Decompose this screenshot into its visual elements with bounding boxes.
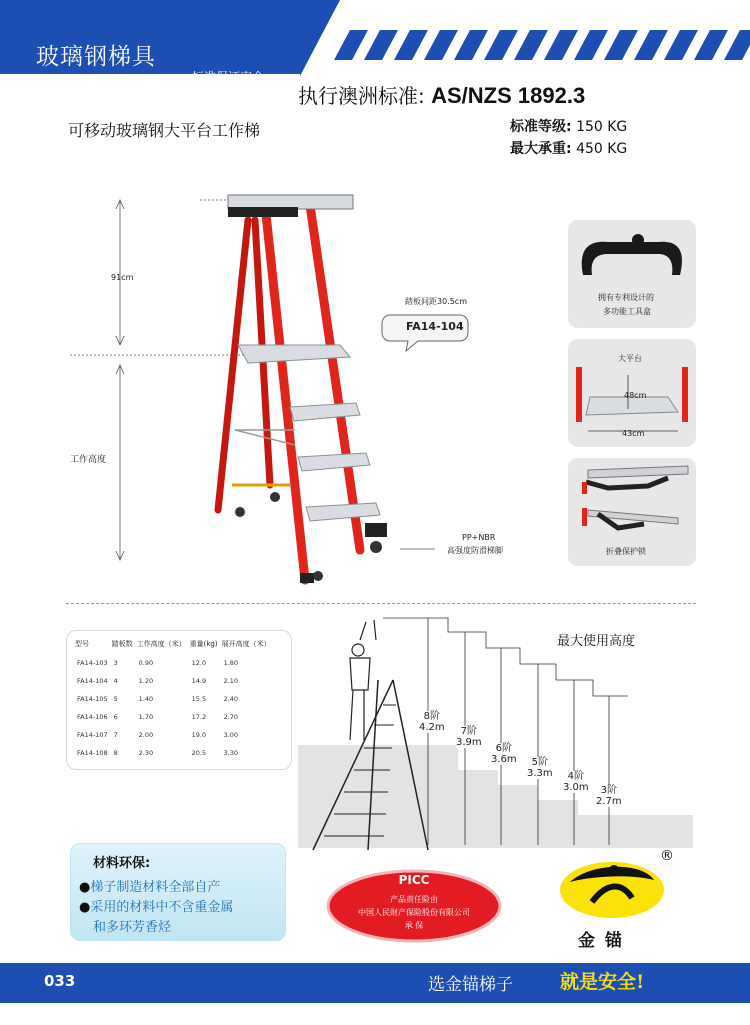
cell-model: FA14-107 xyxy=(77,731,108,739)
cell-work-height: 2.30 xyxy=(138,749,154,757)
max-load-value: 450 KG xyxy=(576,141,628,157)
product-name: 可移动玻璃钢大平台工作梯 xyxy=(68,121,261,140)
standard-code: AS/NZS 1892.3 xyxy=(431,83,586,108)
brand-name: 金 锚 xyxy=(578,931,624,951)
cell-open-height: 3.30 xyxy=(223,749,239,757)
max-load-label: 最大承重: xyxy=(510,141,572,157)
steps xyxy=(238,345,380,521)
cell-work-height: 0.90 xyxy=(138,659,154,667)
standard-prefix: 执行澳洲标准: xyxy=(298,84,425,108)
spec-max-load xyxy=(510,138,627,158)
dimension-lines xyxy=(70,200,435,560)
cell-weight: 12.0 xyxy=(191,659,207,667)
cell-work-height: 1.40 xyxy=(138,695,154,703)
cell-work-height: 1.20 xyxy=(138,677,154,685)
height-illustration xyxy=(298,610,698,855)
ladder-diagram xyxy=(60,185,480,595)
feet-desc: 高强度防滑梯脚 xyxy=(447,546,503,555)
person-figure xyxy=(350,620,376,740)
col-work-height: 工作高度（米） xyxy=(136,640,186,648)
bullet-icon: ● xyxy=(79,880,91,895)
eco-line-1: ●梯子制造材料全部自产 xyxy=(79,880,221,895)
work-height-label: 工作高度 xyxy=(70,455,107,465)
table-row xyxy=(73,659,273,677)
spec-table xyxy=(66,630,292,770)
tool-tray-line1: 拥有专利设计的 xyxy=(598,293,654,302)
page-number: 033 xyxy=(44,972,76,990)
platform-width: 43cm xyxy=(622,429,645,438)
step-spacing-label: 踏板间距30.5cm xyxy=(405,297,468,306)
picc-brand: PICC xyxy=(398,873,430,887)
spec-table-grid xyxy=(73,639,273,767)
cell-open-height: 1.80 xyxy=(223,659,239,667)
col-open-height: 展开高度（米） xyxy=(221,640,271,648)
fold-lock-label: 折叠保护锁 xyxy=(606,547,646,556)
rating-value: 150 KG xyxy=(576,119,628,135)
table-header-row xyxy=(73,639,273,659)
header-subtitle: 标准保证安全 xyxy=(192,70,265,84)
cell-steps: 4 xyxy=(113,677,118,685)
detail-tool-tray xyxy=(568,220,696,328)
standard-line xyxy=(298,80,585,109)
bullet-icon: ● xyxy=(79,900,91,915)
cell-open-height: 2.10 xyxy=(223,677,239,685)
detail-fold-lock xyxy=(568,458,696,566)
table-row xyxy=(73,677,273,695)
cell-weight: 17.2 xyxy=(191,713,207,721)
footer-slogan-emphasis: 就是安全! xyxy=(560,971,645,993)
fold-lock-image xyxy=(568,458,696,540)
cell-open-height: 3.00 xyxy=(223,731,239,739)
stripe-pattern xyxy=(334,30,750,60)
cell-steps: 3 xyxy=(113,659,118,667)
picc-badge xyxy=(325,868,503,944)
cell-model: FA14-103 xyxy=(77,659,108,667)
eco-line-2: ●采用的材料中不含重金属 xyxy=(79,900,234,915)
cell-model: FA14-105 xyxy=(77,695,108,703)
table-row xyxy=(73,749,273,767)
height-chart-title: 最大使用高度 xyxy=(557,634,636,649)
top-tray xyxy=(228,195,353,217)
height-91-label: 91cm xyxy=(111,273,134,282)
picc-line-3: 承 保 xyxy=(404,921,424,930)
step-5-label: 5阶 3.3m xyxy=(527,757,553,779)
platform-depth: 48cm xyxy=(624,391,647,400)
section-divider xyxy=(66,603,696,604)
tool-tray-image xyxy=(568,220,696,290)
col-weight: 重量(kg) xyxy=(189,640,218,648)
step-4-label: 4阶 3.0m xyxy=(563,771,589,793)
step-7-label: 7阶 3.9m xyxy=(456,726,482,748)
picc-line-2: 中国人民财产保险股份有限公司 xyxy=(358,908,470,917)
step-8-label: 8阶 4.2m xyxy=(419,711,445,733)
cell-work-height: 2.00 xyxy=(138,731,154,739)
cell-weight: 14.9 xyxy=(191,677,207,685)
tool-tray-line2: 多功能工具盒 xyxy=(603,307,651,316)
col-steps: 踏板数 xyxy=(111,640,133,648)
platform-image xyxy=(568,367,696,437)
cell-steps: 6 xyxy=(113,713,118,721)
cell-weight: 20.5 xyxy=(191,749,207,757)
eco-line-3: 和多环芳香烃 xyxy=(93,920,172,935)
picc-line-1: 产品责任险由 xyxy=(390,895,438,904)
detail-platform xyxy=(568,339,696,447)
footer-slogan: 选金锚梯子 xyxy=(428,975,513,995)
eco-box xyxy=(70,843,286,941)
table-row xyxy=(73,731,273,749)
cell-model: FA14-104 xyxy=(77,677,108,685)
table-row xyxy=(73,695,273,713)
rear-legs xyxy=(218,220,270,510)
cell-steps: 5 xyxy=(113,695,118,703)
rating-label: 标准等级: xyxy=(510,119,572,135)
spec-rating xyxy=(510,116,627,136)
cell-open-height: 2.40 xyxy=(223,695,239,703)
table-row xyxy=(73,713,273,731)
model-tag: FA14-104 xyxy=(406,320,464,333)
front-rails xyxy=(265,205,360,580)
eco-title: 材料环保: xyxy=(93,856,151,871)
step-6-label: 6阶 3.6m xyxy=(491,743,517,765)
cell-model: FA14-106 xyxy=(77,713,108,721)
header-title: 玻璃钢梯具 xyxy=(36,44,156,70)
cell-model: FA14-108 xyxy=(77,749,108,757)
cell-open-height: 2.70 xyxy=(223,713,239,721)
platform-label: 大平台 xyxy=(618,354,642,363)
registered-mark: ® xyxy=(660,848,674,864)
cell-weight: 15.5 xyxy=(191,695,207,703)
cell-work-height: 1.70 xyxy=(138,713,154,721)
anchor-logo-icon xyxy=(552,852,672,922)
cell-weight: 19.0 xyxy=(191,731,207,739)
cell-steps: 7 xyxy=(113,731,118,739)
feet-material: PP+NBR xyxy=(462,533,496,542)
step-3-label: 3阶 2.7m xyxy=(596,785,622,807)
cell-steps: 8 xyxy=(113,749,118,757)
col-model: 型号 xyxy=(75,640,89,648)
